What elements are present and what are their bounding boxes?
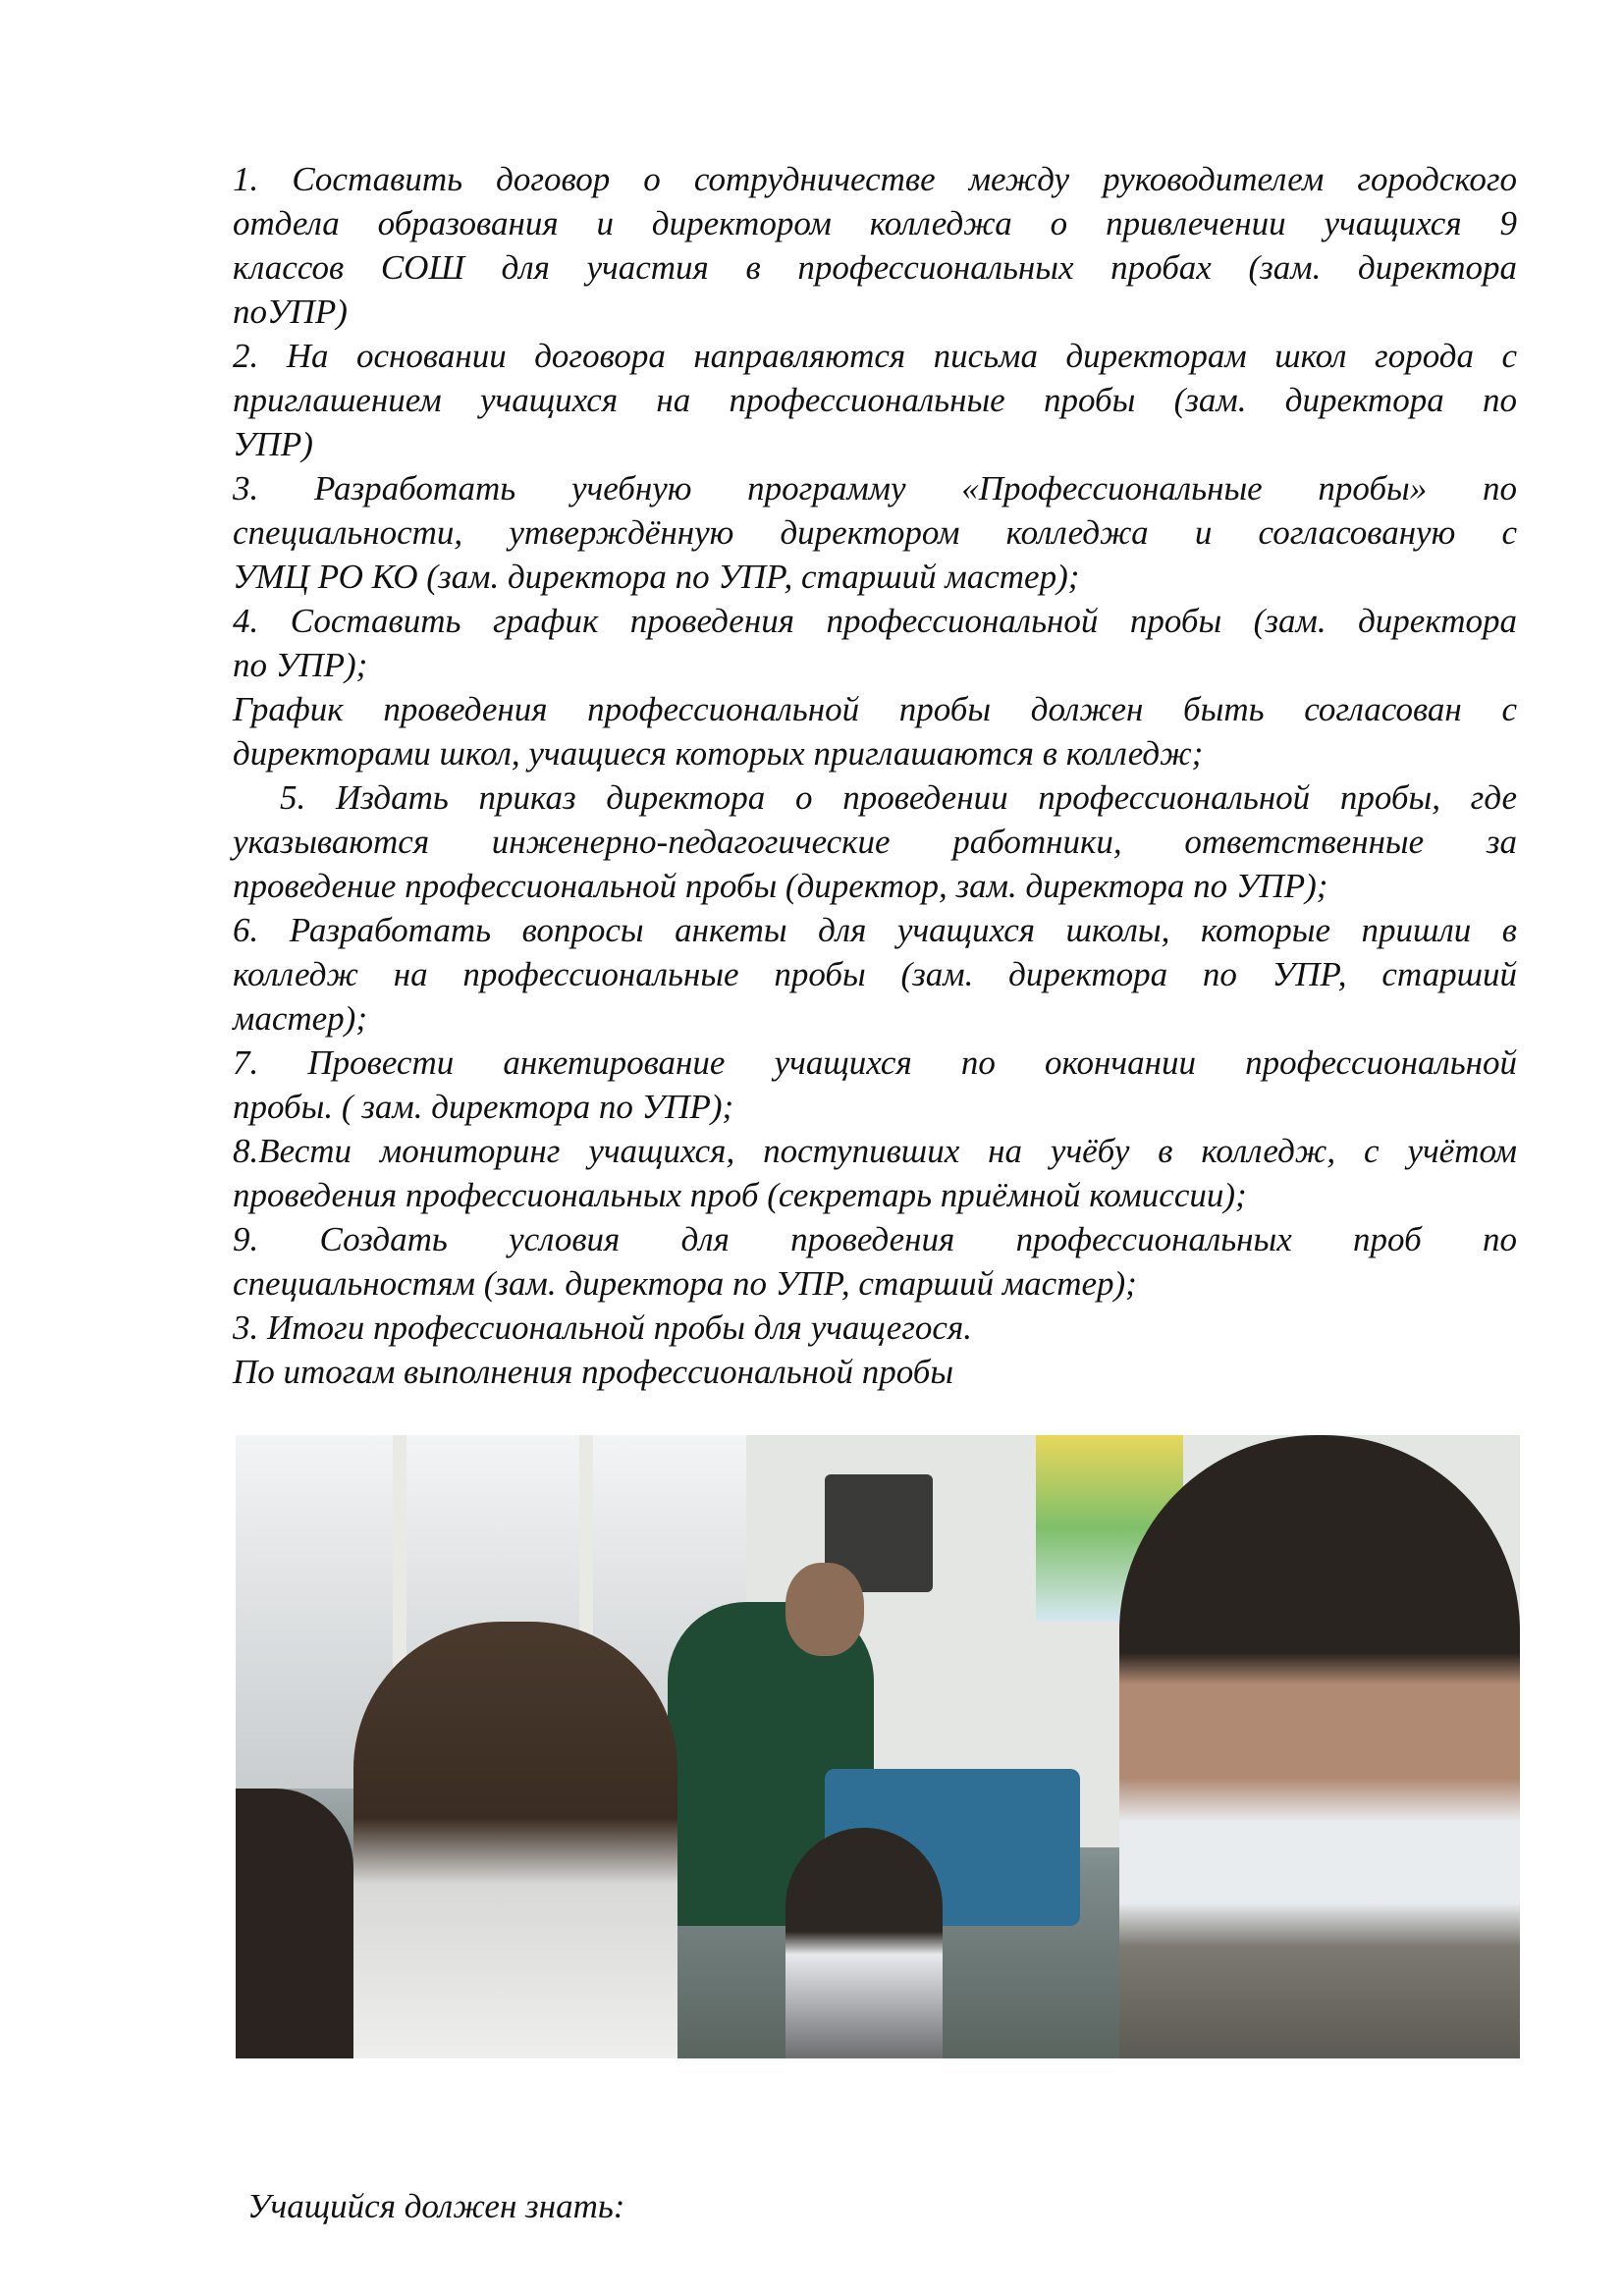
text-line: проведение профессиональной пробы (директор, зам. директора по УПР);	[233, 867, 1328, 905]
text-line: отдела образования и директором колледжа о привлечении учащихся 9	[233, 204, 1517, 242]
text-line: по УПР);	[233, 646, 368, 684]
text-line: колледж на профессиональные пробы (зам. директора по УПР, старший	[233, 955, 1517, 993]
text-line: специальности, утверждённую директором колледжа и согласованую с	[233, 513, 1517, 552]
text-line: мастер);	[233, 999, 367, 1038]
teacher-head	[785, 1563, 864, 1656]
text-line: 5. Издать приказ директора о проведении профессиональной пробы, где	[280, 778, 1517, 817]
student-right	[1119, 1435, 1520, 2058]
text-line: поУПР)	[233, 293, 348, 331]
text-line: пробы. ( зам. директора по УПР);	[233, 1088, 734, 1126]
text-line: По итогам выполнения профессиональной пробы	[233, 1353, 954, 1391]
text-line: указываются инженерно-педагогические работники, ответственные за	[233, 823, 1517, 861]
document-body	[233, 157, 1517, 1394]
text-line: директорами школ, учащиеся которых приглашаются в колледж;	[233, 734, 1204, 773]
text-line: 4. Составить график проведения профессиональной пробы (зам. директора	[233, 602, 1517, 640]
text-line: УМЦ РО КО (зам. директора по УПР, старший мастер);	[233, 558, 1080, 596]
text-line: 6. Разработать вопросы анкеты для учащихся школы, которые пришли в	[233, 911, 1517, 949]
text-line: 3. Разработать учебную программу «Профессиональные пробы» по	[233, 469, 1517, 507]
caption: Учащийся должен знать:	[247, 2187, 625, 2225]
text-line: 7. Провести анкетирование учащихся по окончании профессиональной	[233, 1043, 1517, 1082]
text-line: 1. Составить договор о сотрудничестве между руководителем городского	[233, 160, 1517, 198]
student-center	[785, 1828, 943, 2058]
text-line: График проведения профессиональной пробы должен быть согласован с	[233, 690, 1517, 728]
person-left-edge	[236, 1789, 353, 2058]
student-left	[353, 1622, 677, 2058]
text-line: 9. Создать условия для проведения профессиональных проб по	[233, 1220, 1517, 1258]
text-line: УПР)	[233, 425, 313, 463]
text-line: 2. На основании договора направляются письма директорам школ города с	[233, 337, 1517, 375]
text-line: 8.Вести мониторинг учащихся, поступивших на учёбу в колледж, с учётом	[233, 1132, 1517, 1170]
text-line: классов СОШ для участия в профессиональных пробах (зам. директора	[233, 248, 1517, 287]
text-line: проведения профессиональных проб (секретарь приёмной комиссии);	[233, 1176, 1247, 1214]
text-line: приглашением учащихся на профессиональные пробы (зам. директора по	[233, 381, 1517, 419]
workshop-photo	[236, 1435, 1520, 2058]
text-line: 3. Итоги профессиональной пробы для учащегося.	[233, 1308, 972, 1347]
text-line: специальностям (зам. директора по УПР, старший мастер);	[233, 1264, 1137, 1303]
